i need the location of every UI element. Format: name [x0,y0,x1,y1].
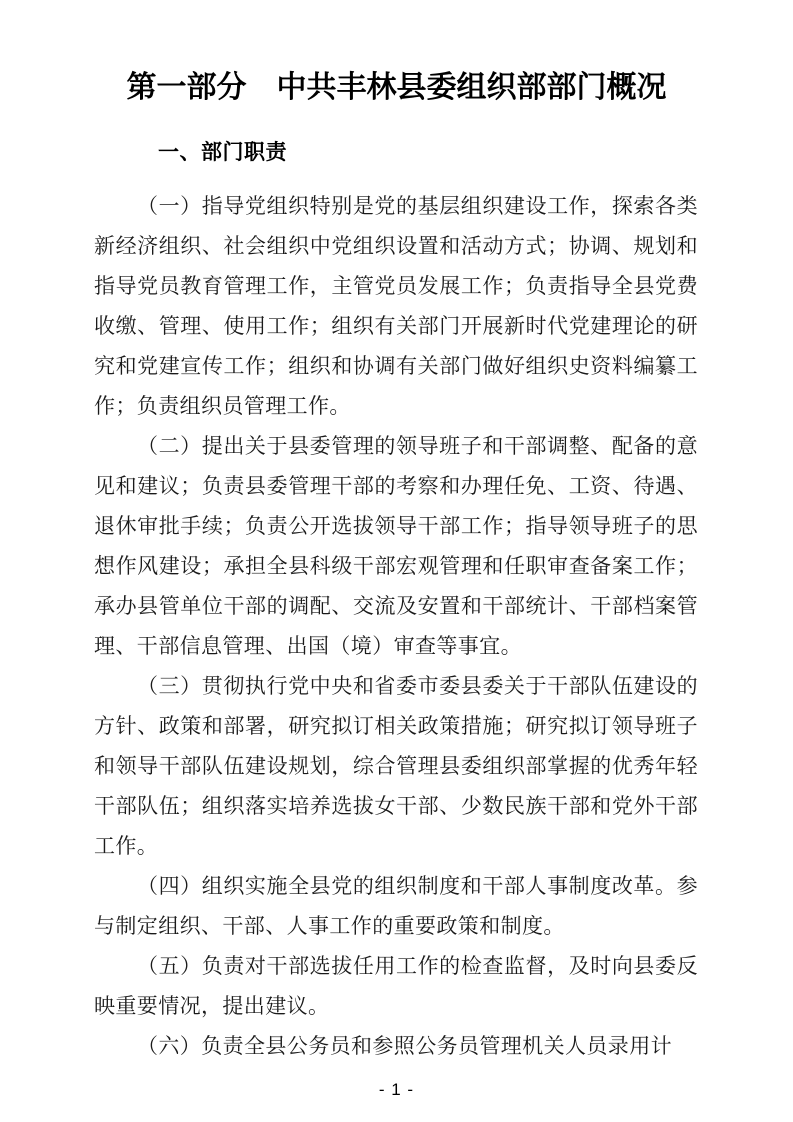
paragraph-duty-3: （三）贯彻执行党中央和省委市委县委关于干部队伍建设的方针、政策和部署，研究拟订相关政策措施；研究拟订领导班子和领导干部队伍建设规划，综合管理县委组织部掌握的优秀年轻干部队伍；组织落实培养选拔女干部、少数民族干部和党外干部工作。 [94,674,698,858]
document-body [0,186,793,1066]
section-heading: 一、部门职责 [158,141,287,164]
page-number: - 1 - [378,1080,415,1099]
document-title: 第一部分 中共丰林县委组织部部门概况 [126,71,667,104]
paragraph-duty-6: （六）负责全县公务员和参照公务员管理机关人员录用计 [137,1034,672,1058]
paragraph-duty-1: （一）指导党组织特别是党的基层组织建设工作，探索各类新经济组织、社会组织中党组织设置和活动方式；协调、规划和指导党员教育管理工作，主管党员发展工作；负责指导全县党费收缴、管理、使用工作；组织有关部门开展新时代党建理论的研究和党建宣传工作；组织和协调有关部门做好组织史资料编纂工作；负责组织员管理工作。 [94,194,698,418]
paragraph-duty-2: （二）提出关于县委管理的领导班子和干部调整、配备的意见和建议；负责县委管理干部的考察和办理任免、工资、待遇、退休审批手续；负责公开选拔领导干部工作；指导领导班子的思想作风建设；承担全县科级干部宏观管理和任职审查备案工作；承办县管单位干部的调配、交流及安置和干部统计、干部档案管理、干部信息管理、出国（境）审查等事宜。 [94,434,698,658]
paragraph-duty-5: （五）负责对干部选拔任用工作的检查监督，及时向县委反映重要情况，提出建议。 [94,954,698,1018]
paragraph-duty-4: （四）组织实施全县党的组织制度和干部人事制度改革。参与制定组织、干部、人事工作的重要政策和制度。 [94,874,698,938]
